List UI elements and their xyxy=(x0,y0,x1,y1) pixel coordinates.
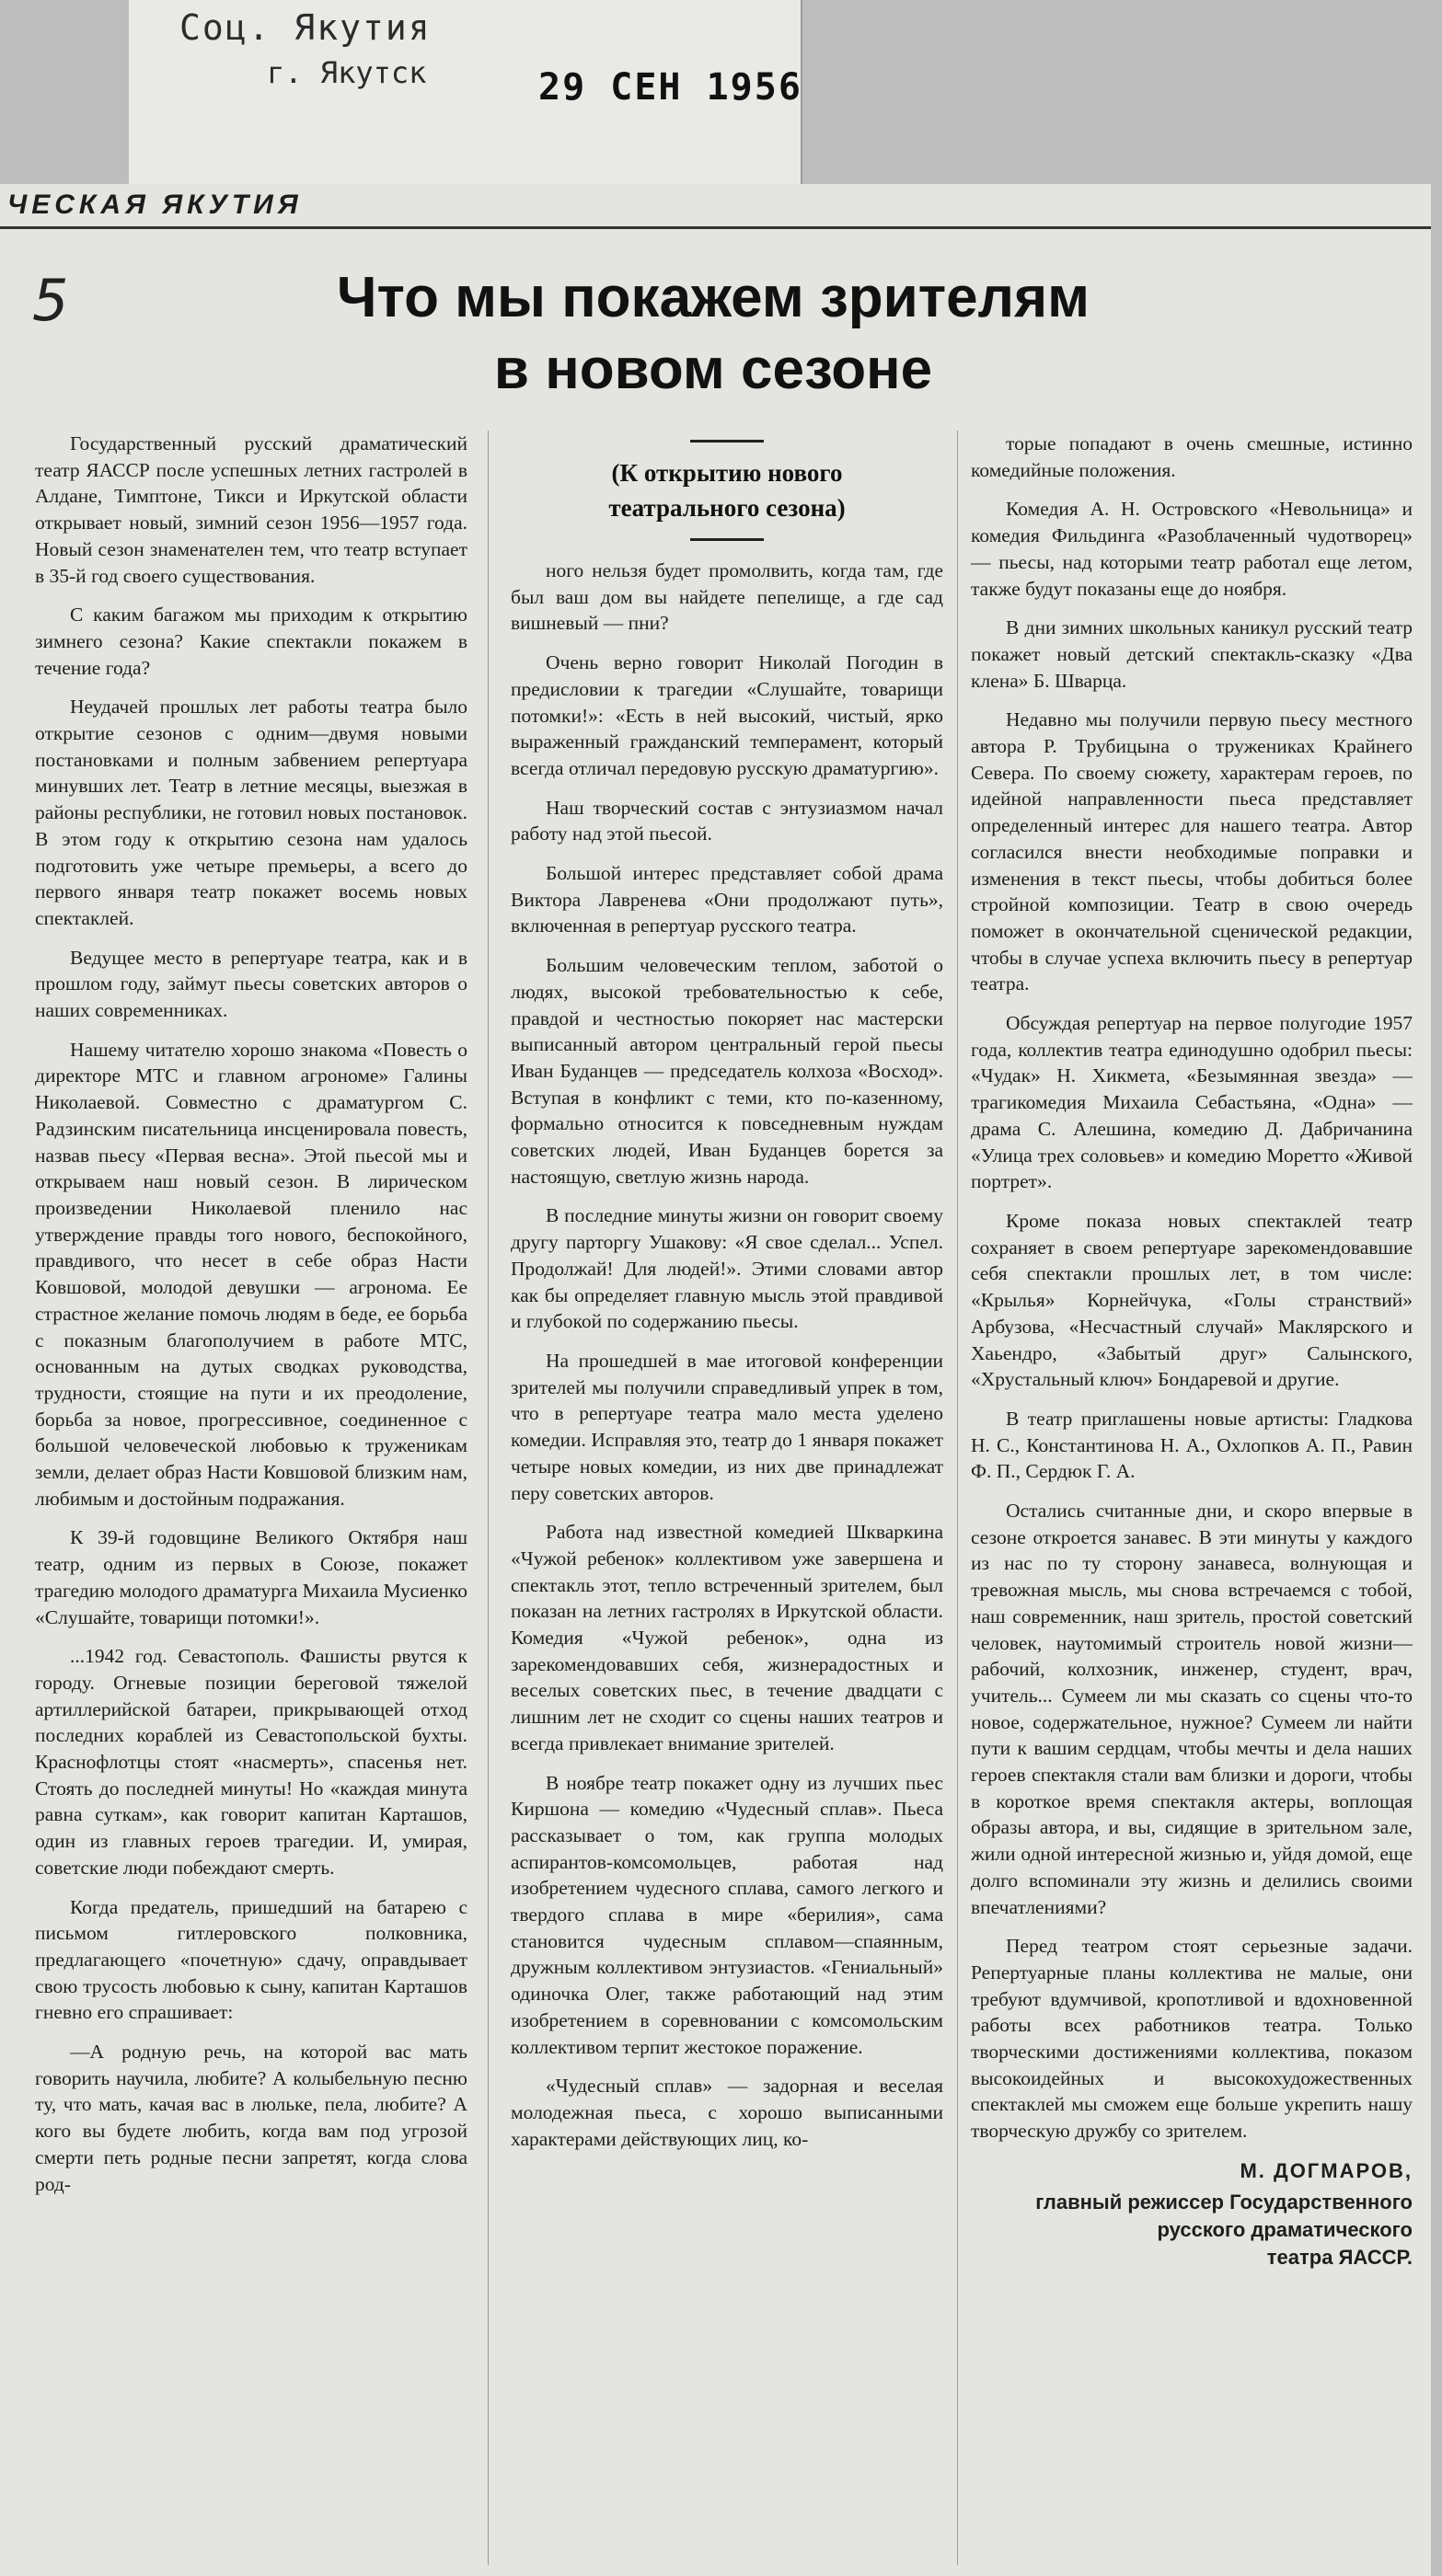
paragraph: Перед театром стоят серьезные задачи. Репертуарные планы коллектива не малые, они требуют вдумчивой, кропотливой и вдохновенной работы всех работников театра. Только творческими достижениями коллектива, показом высокоидейных и высокохудожественных спектаклей мы сможем еще больше укрепить нашу творческую дружбу со зрителем. xyxy=(971,1935,1413,2143)
subtitle-rule xyxy=(690,440,764,443)
author-position-line: главный режиссер Государственного xyxy=(1035,2190,1413,2214)
paragraph: К 39-й годовщине Великого Октября наш театр, одним из первых в Союзе, покажет трагедию молодого драматурга Михаила Мусиенко «Слушайте, товарищи потомки!». xyxy=(35,1526,467,1628)
paragraph: С каким багажом мы приходим к открытию зимнего сезона? Какие спектакли покажем в течение года? xyxy=(35,604,467,679)
article-column-3 xyxy=(971,431,1413,2565)
author-signature xyxy=(971,2157,1413,2271)
paragraph: В театр приглашены новые артисты: Гладкова Н. С., Константинова Н. А., Охлопков А. П., Равин Ф. П., Сердюк Г. А. xyxy=(971,1407,1413,1483)
paragraph: Большим человеческим теплом, заботой о людях, высокой требовательностью к себе, правдой и честностью покоряет нас мастерски выписанный автором центральный герой пьесы Иван Буданцев — председатель колхоза «Восход». Вступая в конфликт с теми, кто по-казенному, формально относится к повседневным нуждам советских людей, Иван Буданцев борется за настоящую, светлую жизнь народа. xyxy=(511,954,943,1188)
paragraph: Неудачей прошлых лет работы театра было открытие сезонов с одним—двумя новыми постановками и полным забвением репертуара минувших лет. Театр в летние месяцы, выезжая в районы республики, не готовил новых постановок. В этом году к открытию сезона нам удалось подготовить уже четыре премьеры, а всего до первого января театр покажет восемь новых спектаклей. xyxy=(35,696,467,929)
paragraph: торые попадают в очень смешные, истинно комедийные положения. xyxy=(971,432,1413,481)
paragraph: Комедия А. Н. Островского «Невольница» и комедия Фильдинга «Разоблаченный чудотворец» — пьесы, над которыми театр работал еще летом, также будут показаны еще до ноября. xyxy=(971,498,1413,600)
handwritten-page-number: 5 xyxy=(32,267,69,334)
column-divider xyxy=(957,431,958,2565)
paragraph: ...1942 год. Севастополь. Фашисты рвутся к городу. Огневые позиции береговой тяжелой артиллерийской батареи, прикрывающей отход последних кораблей из Севастопольской бухты. Краснофлотцы стоят «насмерть», спасенья нет. Стоять до последней минуты! Но «каждая минута равна суткам», как говорит капитан Карташов, один из главных героев трагедии. И, умирая, советские люди побеждают смерть. xyxy=(35,1645,467,1879)
paragraph: Большой интерес представляет собой драма Виктора Лавренева «Они продолжают путь», включенная в репертуар русского театра. xyxy=(511,862,943,937)
headline-line-2: в новом сезоне xyxy=(493,338,933,401)
clipping-date-stamp: 29 СЕН 1956 xyxy=(538,66,802,109)
paragraph: В дни зимних школьных каникул русский театр покажет новый детский спектакль-сказку «Два клена» Б. Шварца. xyxy=(971,616,1413,692)
paragraph: —А родную речь, на которой вас мать говорить научила, любите? А колыбельную песню ту, что мать, качая вас в люльке, пела, любите? А кого вы будете любить, когда вам под угрозой смерти петь родные песни запретят, когда слова род- xyxy=(35,2041,467,2195)
paragraph: Когда предатель, пришедший на батарею с письмом гитлеровского полковника, предлагающего «почетную» сдачу, оправдывает свою трусость любовью к сыну, капитан Карташов гневно его спрашивает: xyxy=(35,1895,467,2024)
clipping-source: Соц. Якутия xyxy=(179,7,432,48)
paragraph: Ведущее место в репертуаре театра, как и в прошлом году, займут пьесы советских авторов о наших современниках. xyxy=(35,946,467,1022)
paragraph: Недавно мы получили первую пьесу местного автора Р. Трубицына о тружениках Крайнего Севера. По своему сюжету, характерам героев, по идейной направленности пьеса представляет определенный интерес для нашего театра. Автор согласился внести необходимые поправки и изменения в текст пьесы, чтобы добиться более стройной композиции. Театр в свою очередь поможет в окончательной сценической редакции, чтобы в случае успеха включить пьесу в репертуар театра. xyxy=(971,708,1413,995)
author-name: М. ДОГМАРОВ, xyxy=(1240,2158,1413,2182)
article-column-2 xyxy=(511,431,943,2565)
paragraph: Государственный русский драматический театр ЯАССР после успешных летних гастролей в Алдане, Тимптоне, Тикси и Иркутской области открывает новый, зимний сезон 1956—1957 года. Новый сезон знаменателен тем, что театр вступает в 35-й год своего существования. xyxy=(35,432,467,587)
paragraph: В последние минуты жизни он говорит своему другу парторгу Ушакову: «Я свое сделал... Успел. Продолжай! Для людей!». Этими словами автор как бы определяет главную мысль этой правдивой и глубокой по содержанию пьесы. xyxy=(511,1204,943,1333)
paragraph: Очень верно говорит Николай Погодин в предисловии к трагедии «Слушайте, товарищи потомки!»: «Есть в ней высокий, чистый, ярко выраженный гражданский темперамент, который всегда отличал передовую русскую драматургию». xyxy=(511,651,943,779)
headline-line-1: Что мы покажем зрителям xyxy=(336,266,1090,329)
author-position-line: русского драматического xyxy=(1157,2217,1413,2241)
clipping-city: г. Якутск xyxy=(267,55,427,90)
article-headline xyxy=(92,262,1334,406)
newspaper-page xyxy=(0,184,1431,2576)
paragraph: «Чудесный сплав» — задорная и веселая молодежная пьеса, с хорошо выписанными характерами действующих лиц, ко- xyxy=(511,2075,943,2150)
clipping-label xyxy=(129,0,802,186)
article-column-1 xyxy=(35,431,467,2565)
paragraph: Кроме показа новых спектаклей театр сохраняет в своем репертуаре зарекомендовавшие себя спектакли прошлых лет, в том числе: «Крылья» Корнейчука, «Голы странствий» Арбузова, «Несчастный случай» Маклярского и Хаьендро, «Забытый друг» Салынского, «Хрустальный ключ» Бондаревой и другие. xyxy=(971,1209,1413,1391)
paragraph: Обсуждая репертуар на первое полугодие 1957 года, коллектив театра единодушно одобрил пьесы: «Чудак» Н. Хикмета, «Безымянная звезда» — трагикомедия Михаила Себастьяна, «Одна» — драма С. Алешина, комедию Д. Дабричанина «Улица трех соловьев» и комедию Моретто «Живой портрет». xyxy=(971,1012,1413,1193)
article-subtitle: (К открытию нового театрального сезона) xyxy=(608,459,846,522)
paragraph: На прошедшей в мае итоговой конференции зрителей мы получили справедливый упрек в том, что в репертуаре театра мало места уделено комедии. Исправляя это, театр до 1 января покажет четыре новых комедии, из них две принадлежат перу советских авторов. xyxy=(511,1349,943,1504)
subtitle-rule xyxy=(690,538,764,541)
paragraph: ного нельзя будет промолвить, когда там, где был ваш дом вы найдете пепелище, а где сад вишневый — пни? xyxy=(511,559,943,635)
paragraph: Остались считанные дни, и скоро впервые в сезоне откроется занавес. В эти минуты у каждого из нас по ту сторону занавеса, волнующая и тревожная мысль, мы снова встречаемся с тобой, наш современник, наш зритель, простой советский человек, наутомимый строитель новой жизни—рабочий, колхозник, инженер, студент, врач, учитель... Сумеем ли мы сказать со сцены что-то новое, содержательное, нужное? Сумеем ли найти пути к вашим сердцам, чтобы мечты и дела наших героев спектакля стали вам близки и дороги, чтобы в короткое время спектакля актеры, воплощая образы автора, и вы, сидящие в зрительном зале, жили одной интересной жизнью и, уйдя домой, еще долго вспоминали эту жизнь и делились своими впечатлениями? xyxy=(971,1500,1413,1918)
masthead: ЧЕСКАЯ ЯКУТИЯ xyxy=(7,190,303,220)
author-position-line: театра ЯАССР. xyxy=(1266,2245,1413,2269)
paragraph: Наш творческий состав с энтузиазмом начал работу над этой пьесой. xyxy=(511,796,943,845)
column-divider xyxy=(488,431,489,2565)
paragraph: Работа над известной комедией Шкваркина «Чужой ребенок» коллективом уже завершена и спектакль этот, тепло встреченный зрителем, был показан на летних гастролях в Иркутской области. Комедия «Чужой ребенок», одна из зарекомендовавших себя, жизнерадостных и веселых советских пьес, в течение двадцати с лишним лет не сходит со сцены наших театров и всегда привлекает внимание зрителей. xyxy=(511,1521,943,1754)
masthead-rule xyxy=(0,226,1431,229)
paragraph: В ноябре театр покажет одну из лучших пьес Киршона — комедию «Чудесный сплав». Пьеса рассказывает о том, как группа молодых аспирантов-комсомольцев, работая над изобретением чудесного сплава, самого легкого и твердого сплава в мире «берилия», сама становится чудесным сплавом—спаянным, дружным коллективом энтузиастов. «Гениальный» одиночка Олег, также работающий над этим изобретением в соревновании с комсомольским коллективом терпит жестокое поражение. xyxy=(511,1771,943,2058)
paragraph: Нашему читателю хорошо знакома «Повесть о директоре МТС и главном агрономе» Галины Николаевой. Совместно с драматургом С. Радзинским писательница инсценировала повесть, назвав пьесу «Первая весна». Этой пьесой мы и открываем наш новый сезон. В лирическом произведении Николаевой пленило нас утверждение правды того нового, беспокойного, правдивого, что несет в себе образ Насти Ковшовой, молодой девушки — агронома. Ее страстное желание помочь людям в беде, ее борьба с показным благополучием в работе МТС, основанным на дутых сводках руководства, трудности, стоящие на пути и их преодоление, борьба за новое, прогрессивное, соединенное с большой человеческой любовью к труженикам земли, делает образ Насти Ковшовой близким нам, любимым и достойным подражания. xyxy=(35,1038,467,1510)
article-subtitle-block xyxy=(511,440,943,541)
